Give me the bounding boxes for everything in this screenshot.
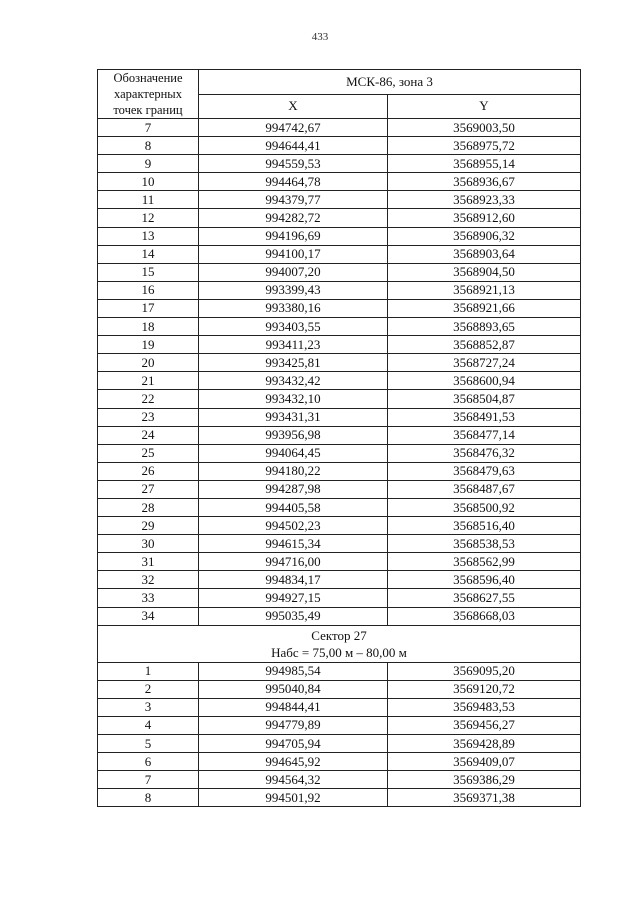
- point-number-cell: 7: [98, 119, 199, 137]
- y-coordinate-cell: 3568921,13: [388, 281, 581, 299]
- y-coordinate-cell: 3568477,14: [388, 426, 581, 444]
- x-coordinate-cell: 993380,16: [199, 299, 388, 317]
- table-row: [98, 716, 581, 734]
- point-number-cell: 14: [98, 245, 199, 263]
- table-row: [98, 607, 581, 625]
- sector-height-range: Набс = 75,00 м – 80,00 м: [271, 644, 407, 660]
- y-coordinate-cell: 3568476,32: [388, 444, 581, 462]
- y-coordinate-cell: 3569428,89: [388, 735, 581, 753]
- y-coordinate-cell: 3569483,53: [388, 698, 581, 716]
- y-coordinate-cell: 3569409,07: [388, 753, 581, 771]
- table-row: [98, 191, 581, 209]
- table-row: [98, 498, 581, 516]
- point-number-cell: 8: [98, 137, 199, 155]
- point-number-cell: 29: [98, 517, 199, 535]
- y-coordinate-cell: 3569386,29: [388, 771, 581, 789]
- point-number-cell: 13: [98, 227, 199, 245]
- x-coordinate-cell: 994064,45: [199, 444, 388, 462]
- table-row: [98, 553, 581, 571]
- point-number-cell: 12: [98, 209, 199, 227]
- table-row: [98, 173, 581, 191]
- y-coordinate-cell: 3568904,50: [388, 263, 581, 281]
- table-row: [98, 336, 581, 354]
- point-number-cell: 34: [98, 607, 199, 625]
- y-column-header: Y: [388, 94, 581, 119]
- table-row: [98, 281, 581, 299]
- x-coordinate-cell: 994501,92: [199, 789, 388, 807]
- y-coordinate-cell: 3568487,67: [388, 480, 581, 498]
- y-coordinate-cell: 3568600,94: [388, 372, 581, 390]
- sector-heading: [98, 625, 581, 662]
- x-coordinate-cell: 993432,10: [199, 390, 388, 408]
- sector-row: [98, 625, 581, 662]
- point-number-cell: 15: [98, 263, 199, 281]
- table-row: [98, 789, 581, 807]
- x-coordinate-cell: 994287,98: [199, 480, 388, 498]
- point-number-cell: 2: [98, 680, 199, 698]
- table-row: [98, 137, 581, 155]
- x-coordinate-cell: 994615,34: [199, 535, 388, 553]
- point-number-cell: 33: [98, 589, 199, 607]
- x-coordinate-cell: 993432,42: [199, 372, 388, 390]
- y-coordinate-cell: 3569371,38: [388, 789, 581, 807]
- x-coordinate-cell: 995040,84: [199, 680, 388, 698]
- x-coordinate-cell: 994742,67: [199, 119, 388, 137]
- point-number-cell: 5: [98, 735, 199, 753]
- y-coordinate-cell: 3568975,72: [388, 137, 581, 155]
- point-number-cell: 1: [98, 662, 199, 680]
- table-row: [98, 119, 581, 137]
- y-coordinate-cell: 3568903,64: [388, 245, 581, 263]
- x-coordinate-cell: 994844,41: [199, 698, 388, 716]
- x-coordinate-cell: 993403,55: [199, 318, 388, 336]
- point-number-cell: 25: [98, 444, 199, 462]
- point-number-cell: 19: [98, 336, 199, 354]
- point-number-cell: 26: [98, 462, 199, 480]
- point-number-cell: 31: [98, 553, 199, 571]
- point-number-cell: 18: [98, 318, 199, 336]
- point-number-cell: 6: [98, 753, 199, 771]
- table-row: [98, 517, 581, 535]
- table-row: [98, 735, 581, 753]
- y-coordinate-cell: 3568479,63: [388, 462, 581, 480]
- table-row: [98, 426, 581, 444]
- table-row: [98, 444, 581, 462]
- table-row: [98, 662, 581, 680]
- x-coordinate-cell: 994716,00: [199, 553, 388, 571]
- x-coordinate-cell: 994379,77: [199, 191, 388, 209]
- table-row: [98, 535, 581, 553]
- y-coordinate-cell: 3568936,67: [388, 173, 581, 191]
- x-coordinate-cell: 994644,41: [199, 137, 388, 155]
- table-row: [98, 480, 581, 498]
- y-coordinate-cell: 3568627,55: [388, 589, 581, 607]
- page-number: 433: [311, 31, 329, 43]
- point-number-cell: 4: [98, 716, 199, 734]
- x-coordinate-cell: 994405,58: [199, 498, 388, 516]
- table-body-first: [98, 119, 581, 626]
- table-row: [98, 390, 581, 408]
- table-row: [98, 209, 581, 227]
- x-coordinate-cell: 994282,72: [199, 209, 388, 227]
- table-header: [98, 70, 581, 119]
- y-coordinate-cell: 3568727,24: [388, 354, 581, 372]
- x-coordinate-cell: 993425,81: [199, 354, 388, 372]
- x-coordinate-cell: 994927,15: [199, 589, 388, 607]
- x-coordinate-cell: 994705,94: [199, 735, 388, 753]
- point-number-cell: 8: [98, 789, 199, 807]
- point-number-cell: 30: [98, 535, 199, 553]
- point-number-cell: 27: [98, 480, 199, 498]
- x-coordinate-cell: 994779,89: [199, 716, 388, 734]
- sector-title: Сектор 27: [311, 627, 367, 643]
- x-coordinate-cell: 994100,17: [199, 245, 388, 263]
- point-number-cell: 7: [98, 771, 199, 789]
- y-coordinate-cell: 3568491,53: [388, 408, 581, 426]
- point-number-cell: 3: [98, 698, 199, 716]
- y-coordinate-cell: 3568596,40: [388, 571, 581, 589]
- point-number-cell: 17: [98, 299, 199, 317]
- point-number-cell: 22: [98, 390, 199, 408]
- y-coordinate-cell: 3568504,87: [388, 390, 581, 408]
- table-row: [98, 318, 581, 336]
- y-coordinate-cell: 3568562,99: [388, 553, 581, 571]
- x-coordinate-cell: 993431,31: [199, 408, 388, 426]
- x-column-header: X: [199, 94, 388, 119]
- point-number-cell: 21: [98, 372, 199, 390]
- table-row: [98, 462, 581, 480]
- x-coordinate-cell: 994180,22: [199, 462, 388, 480]
- x-coordinate-cell: 994502,23: [199, 517, 388, 535]
- point-number-cell: 24: [98, 426, 199, 444]
- y-coordinate-cell: 3569095,20: [388, 662, 581, 680]
- x-coordinate-cell: 994007,20: [199, 263, 388, 281]
- table-row: [98, 263, 581, 281]
- table-row: [98, 299, 581, 317]
- table-row: [98, 571, 581, 589]
- coordinate-system-header: МСК-86, зона 3: [199, 70, 581, 95]
- x-coordinate-cell: 993956,98: [199, 426, 388, 444]
- table-row: [98, 354, 581, 372]
- table-row: [98, 589, 581, 607]
- point-number-cell: 28: [98, 498, 199, 516]
- point-number-cell: 11: [98, 191, 199, 209]
- table-row: [98, 227, 581, 245]
- y-coordinate-cell: 3568538,53: [388, 535, 581, 553]
- y-coordinate-cell: 3568500,92: [388, 498, 581, 516]
- y-coordinate-cell: 3568906,32: [388, 227, 581, 245]
- table-row: [98, 680, 581, 698]
- table-row: [98, 753, 581, 771]
- y-coordinate-cell: 3568923,33: [388, 191, 581, 209]
- table-row: [98, 245, 581, 263]
- x-coordinate-cell: 993399,43: [199, 281, 388, 299]
- y-coordinate-cell: 3568668,03: [388, 607, 581, 625]
- table-row: [98, 408, 581, 426]
- x-coordinate-cell: 994985,54: [199, 662, 388, 680]
- x-coordinate-cell: 994564,32: [199, 771, 388, 789]
- point-number-cell: 10: [98, 173, 199, 191]
- y-coordinate-cell: 3568516,40: [388, 517, 581, 535]
- point-number-cell: 9: [98, 155, 199, 173]
- table-row: [98, 698, 581, 716]
- y-coordinate-cell: 3568852,87: [388, 336, 581, 354]
- y-coordinate-cell: 3568893,65: [388, 318, 581, 336]
- table-row: [98, 372, 581, 390]
- point-number-cell: 16: [98, 281, 199, 299]
- y-coordinate-cell: 3568921,66: [388, 299, 581, 317]
- coordinates-table: [97, 69, 581, 807]
- point-label-header: Обозначение характерных точек границ: [98, 70, 199, 119]
- x-coordinate-cell: 994834,17: [199, 571, 388, 589]
- y-coordinate-cell: 3568912,60: [388, 209, 581, 227]
- table-row: [98, 771, 581, 789]
- x-coordinate-cell: 993411,23: [199, 336, 388, 354]
- point-number-cell: 20: [98, 354, 199, 372]
- point-number-cell: 32: [98, 571, 199, 589]
- sector-section: [98, 625, 581, 662]
- y-coordinate-cell: 3568955,14: [388, 155, 581, 173]
- y-coordinate-cell: 3569003,50: [388, 119, 581, 137]
- table-body-second: [98, 662, 581, 807]
- y-coordinate-cell: 3569456,27: [388, 716, 581, 734]
- table-row: [98, 155, 581, 173]
- y-coordinate-cell: 3569120,72: [388, 680, 581, 698]
- x-coordinate-cell: 994464,78: [199, 173, 388, 191]
- x-coordinate-cell: 994196,69: [199, 227, 388, 245]
- point-number-cell: 23: [98, 408, 199, 426]
- x-coordinate-cell: 994559,53: [199, 155, 388, 173]
- x-coordinate-cell: 994645,92: [199, 753, 388, 771]
- x-coordinate-cell: 995035,49: [199, 607, 388, 625]
